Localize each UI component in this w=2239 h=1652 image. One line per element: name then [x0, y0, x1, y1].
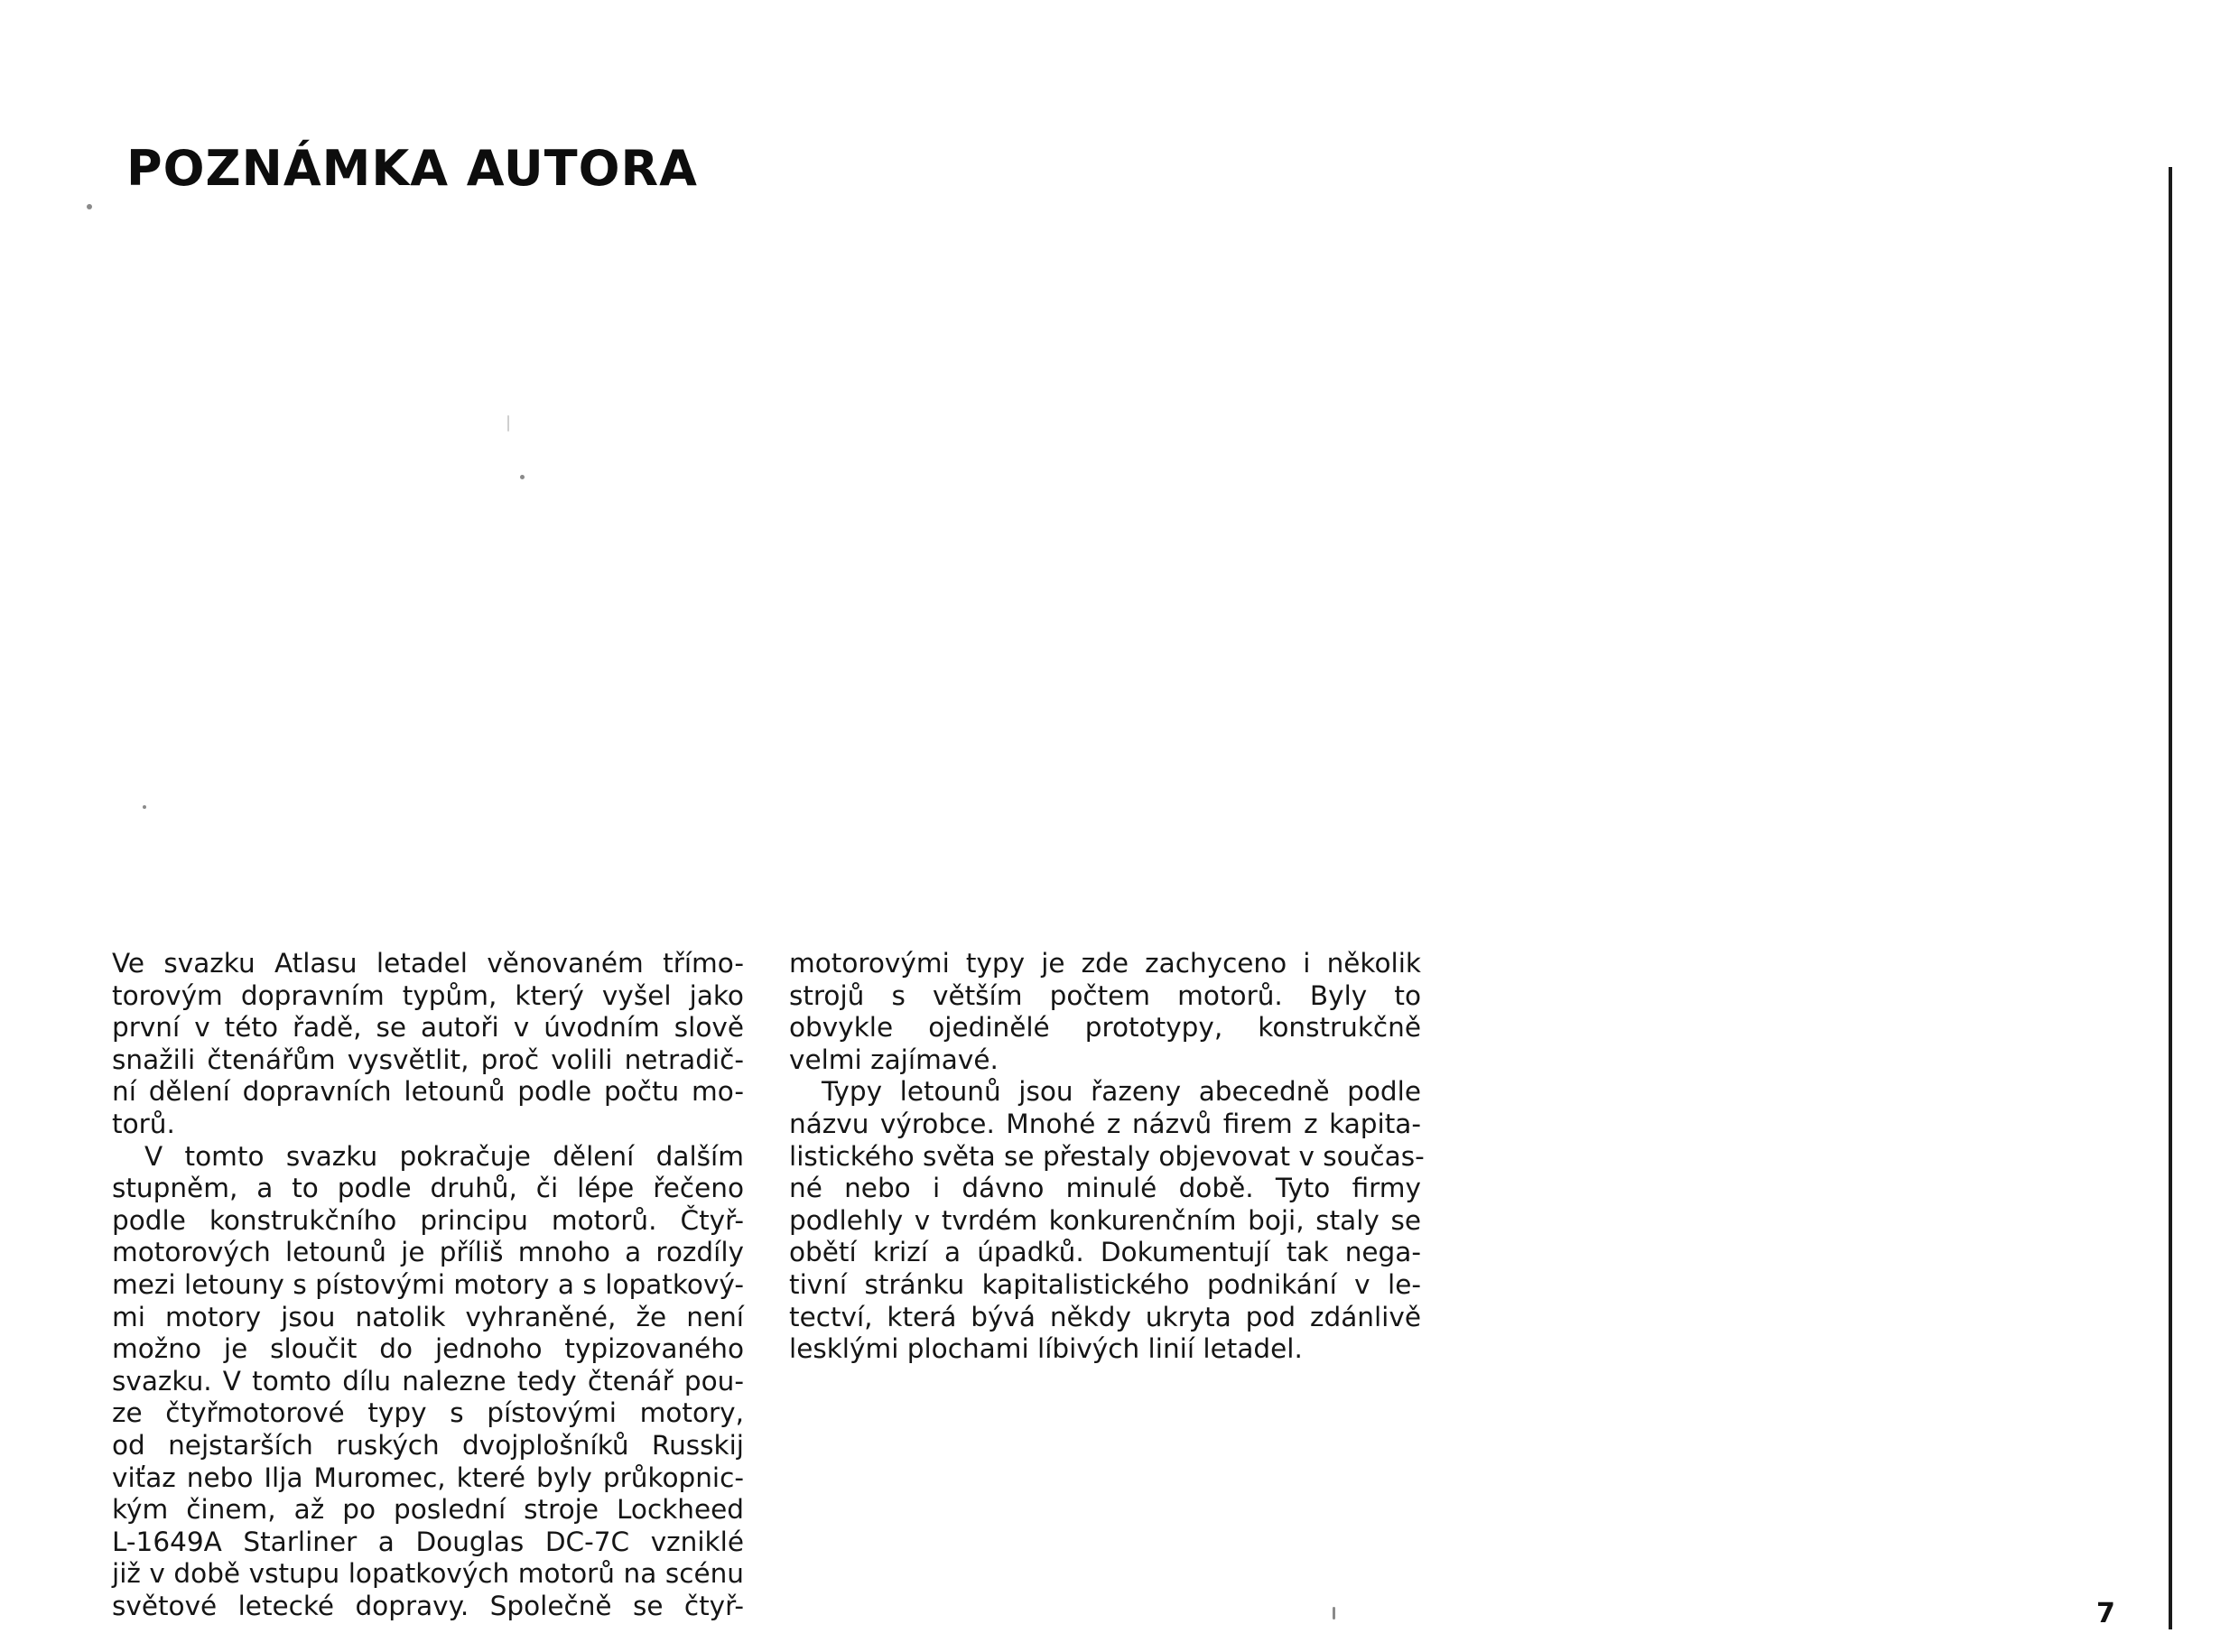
text-line: první v této řadě, se autoři v úvodním slově — [112, 1012, 744, 1044]
text-line: torů. — [112, 1108, 175, 1139]
text-line: mi motory jsou natolik vyhraněné, že není — [112, 1301, 744, 1332]
vertical-rule — [2169, 167, 2172, 1629]
text-line: stupněm, a to podle druhů, či lépe řečeno — [112, 1173, 744, 1204]
text-line: mezi letouny s pístovými motory a s lopatkový- — [112, 1268, 744, 1300]
text-line: možno je sloučit do jednoho typizovaného — [112, 1333, 744, 1365]
text-line: světové letecké dopravy. Společně se čtyř- — [112, 1590, 744, 1621]
text-column-right — [789, 948, 1425, 1366]
scan-speck — [520, 475, 525, 479]
text-line: kým činem, až po poslední stroje Lockheed — [112, 1494, 744, 1526]
text-line: obětí krizí a úpadků. Dokumentují tak nega- — [789, 1237, 1421, 1268]
scan-speck — [143, 805, 146, 809]
text-line: podle konstrukčního principu motorů. Čtyř- — [112, 1204, 744, 1236]
text-line: motorovými typy je zde zachyceno i několik — [789, 948, 1421, 979]
text-line: torovým dopravním typům, který vyšel jako — [112, 979, 744, 1011]
scan-speck — [1333, 1607, 1335, 1620]
text-line: obvykle ojedinělé prototypy, konstrukčně — [789, 1012, 1421, 1044]
text-column-left — [112, 948, 744, 1622]
text-line: V tomto svazku pokračuje dělení dalším — [144, 1140, 744, 1172]
text-line: strojů s větším počtem motorů. Byly to — [789, 979, 1421, 1011]
text-line: snažili čtenářům vysvětlit, proč volili netradič- — [112, 1044, 744, 1075]
text-line: ze čtyřmotorové typy s pístovými motory, — [112, 1397, 744, 1429]
text-line: již v době vstupu lopatkových motorů na scénu — [112, 1558, 744, 1590]
text-line: lesklými plochami líbivých linií letadel. — [789, 1333, 1303, 1365]
text-line: ní dělení dopravních letounů podle počtu mo- — [112, 1076, 744, 1108]
text-line: viťaz nebo Ilja Muromec, které byly průkopnic- — [112, 1462, 744, 1493]
text-line: tivní stránku kapitalistického podnikání v le- — [789, 1268, 1421, 1300]
text-line: né nebo i dávno minulé době. Tyto firmy — [789, 1173, 1421, 1204]
text-line: velmi zajímavé. — [789, 1044, 999, 1075]
text-line: názvu výrobce. Mnohé z názvů firem z kapita- — [789, 1108, 1421, 1139]
scan-speck — [87, 204, 92, 209]
text-line: podlehly v tvrdém konkurenčním boji, staly se — [789, 1204, 1421, 1236]
scan-speck — [507, 415, 509, 432]
text-line: Typy letounů jsou řazeny abecedně podle — [822, 1076, 1421, 1108]
page-title: POZNÁMKA AUTORA — [126, 140, 698, 197]
text-line: svazku. V tomto dílu nalezne tedy čtenář pou- — [112, 1365, 744, 1397]
text-line: L-1649A Starliner a Douglas DC-7C vzniklé — [112, 1526, 744, 1557]
text-line: Ve svazku Atlasu letadel věnovaném třímo- — [112, 948, 744, 979]
text-line: od nejstarších ruských dvojplošníků Russkij — [112, 1429, 744, 1461]
text-line: listického světa se přestaly objevovat v součas- — [789, 1140, 1425, 1172]
text-line: motorových letounů je příliš mnoho a rozdíly — [112, 1237, 744, 1268]
text-line: tectví, která bývá někdy ukryta pod zdánlivě — [789, 1301, 1421, 1332]
page-number: 7 — [2096, 1598, 2115, 1629]
